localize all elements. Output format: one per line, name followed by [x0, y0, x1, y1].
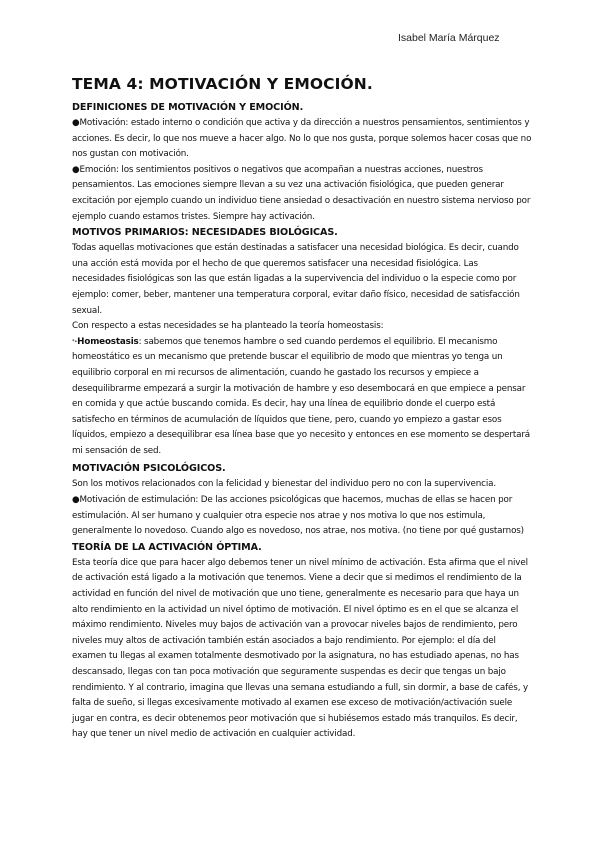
- document-body: [72, 75, 532, 743]
- paragraph-psicologicos: Son los motivos relacionados con la felicidad y bienestar del individuo pero no con la supervivencia.: [72, 479, 496, 490]
- paragraph-homeostasis: [72, 335, 532, 460]
- section-heading-definiciones: DEFINICIONES DE MOTIVACIÓN Y EMOCIÓN.: [72, 102, 304, 113]
- paragraph-activacion: Esta teoría dice que para hacer algo debemos tener un nivel mínimo de activación. Esta afirma que el nivel de activación está ligado a la motivación que tenemos. Viene a decir que si medimos el rendimiento de la actividad en función del nivel de motivación que uno tiene, generalmente es necesario para que haya un alto rendimiento en la actividad un nivel óptimo de motivación. El nivel óptimo es en el que se alcanza el máximo rendimiento. Niveles muy bajos de activación van a provocar niveles bajos de rendimiento, pero niveles muy altos de activación también están asociados a bajo rendimiento. Por ejemplo: el día del examen tu llegas al examen totalmente desmotivado por la asignatura, no has estudiado apenas, no has descansado, llegas con tan poca motivación que seguramente suspendas es decir que tengas un bajo rendimiento. Y al contrario, imagina que llevas una semana estudiando a full, sin dormir, a base de cafés, y falta de sueño, si llegas excesivamente motivado al examen ese exceso de motivación/activación suele jugar en contra, es decir obtenemos peor motivación que si hubiésemos estado más tranquilos. Es decir, hay que tener un nivel medio de activación en cualquier actividad.: [72, 557, 528, 740]
- author-name: Isabel María Márquez: [398, 32, 500, 44]
- paragraph-emocion: ●Emoción: los sentimientos positivos o negativos que acompañan a nuestras acciones, nuestros pensamientos. Las emociones siempre llevan a su vez una activación fisiológica, que pueden generar excitación por ejemplo cuando un individuo tiene ansiedad o desactivación en nuestro sistema nervioso por ejemplo cuando estamos tristes. Siempre hay activación.: [72, 164, 531, 222]
- paragraph-motivacion: ●Motivación: estado interno o condición que activa y da dirección a nuestros pensamientos, sentimientos y acciones. Es decir, lo que nos mueve a hacer algo. No lo que nos gusta, porque solemos hacer cosas que no nos gustan con motivación.: [72, 118, 532, 160]
- section-heading-primarios: MOTIVOS PRIMARIOS: NECESIDADES BIOLÓGICAS.: [72, 227, 338, 239]
- paragraph-primarios: Todas aquellas motivaciones que están destinadas a satisfacer una necesidad biológica. Es decir, cuando una acción está movida por el hecho de que queremos satisfacer una necesidad fisiológica. Las necesidades fisiológicas son las que están ligadas a la supervivencia del individuo o la especie como por ejemplo: comer, beber, mantener una temperatura corporal, evitar daño físico, necesidad de satisfacción sexual.: [72, 243, 520, 316]
- document-title: TEMA 4: MOTIVACIÓN Y EMOCIÓN.: [72, 75, 373, 93]
- paragraph-estimulacion: ●Motivación de estimulación: De las acciones psicológicas que hacemos, muchas de ellas se hacen por estimulación. Al ser humano y cualquier otra especie nos atrae y nos motiva lo que nos estimula, generalmente lo novedoso. Cuando algo es novedoso, nos atrae, nos motiva. (no tiene por qué gustarnos): [72, 495, 524, 537]
- paragraph-homeostasis-intro: Con respecto a estas necesidades se ha planteado la teoría homeostasis:: [72, 321, 384, 332]
- homeostasis-label: Homeostasis: [77, 336, 139, 347]
- homeostasis-marker: *•: [72, 338, 78, 345]
- homeostasis-text: : sabemos que tenemos hambre o sed cuando perdemos el equilibrio. El mecanismo homeostático es un mecanismo que pretende buscar el equilibrio de modo que mientras yo tenga un equilibrio corporal en mi recursos de alimentación, cuando he gastado los recursos y empiece a desequilibrarme empezará a surgir la motivación de hambre y eso desembocará en que empiece a pensar en comida y que actúe buscando comida. Es decir, hay una línea de equilibrio donde el cuerpo está satisfecho en términos de acumulación de líquidos que tiene, pero, cuando yo empiezo a gastar esos líquidos, empiezo a desequilibrar esa línea base que yo necesito y entonces en ese momento se despertará mi sensación de sed.: [72, 336, 531, 456]
- section-heading-activacion: TEORÍA DE LA ACTIVACIÓN ÓPTIMA.: [72, 541, 262, 553]
- section-heading-psicologicos: MOTIVACIÓN PSICOLÓGICOS.: [72, 463, 226, 475]
